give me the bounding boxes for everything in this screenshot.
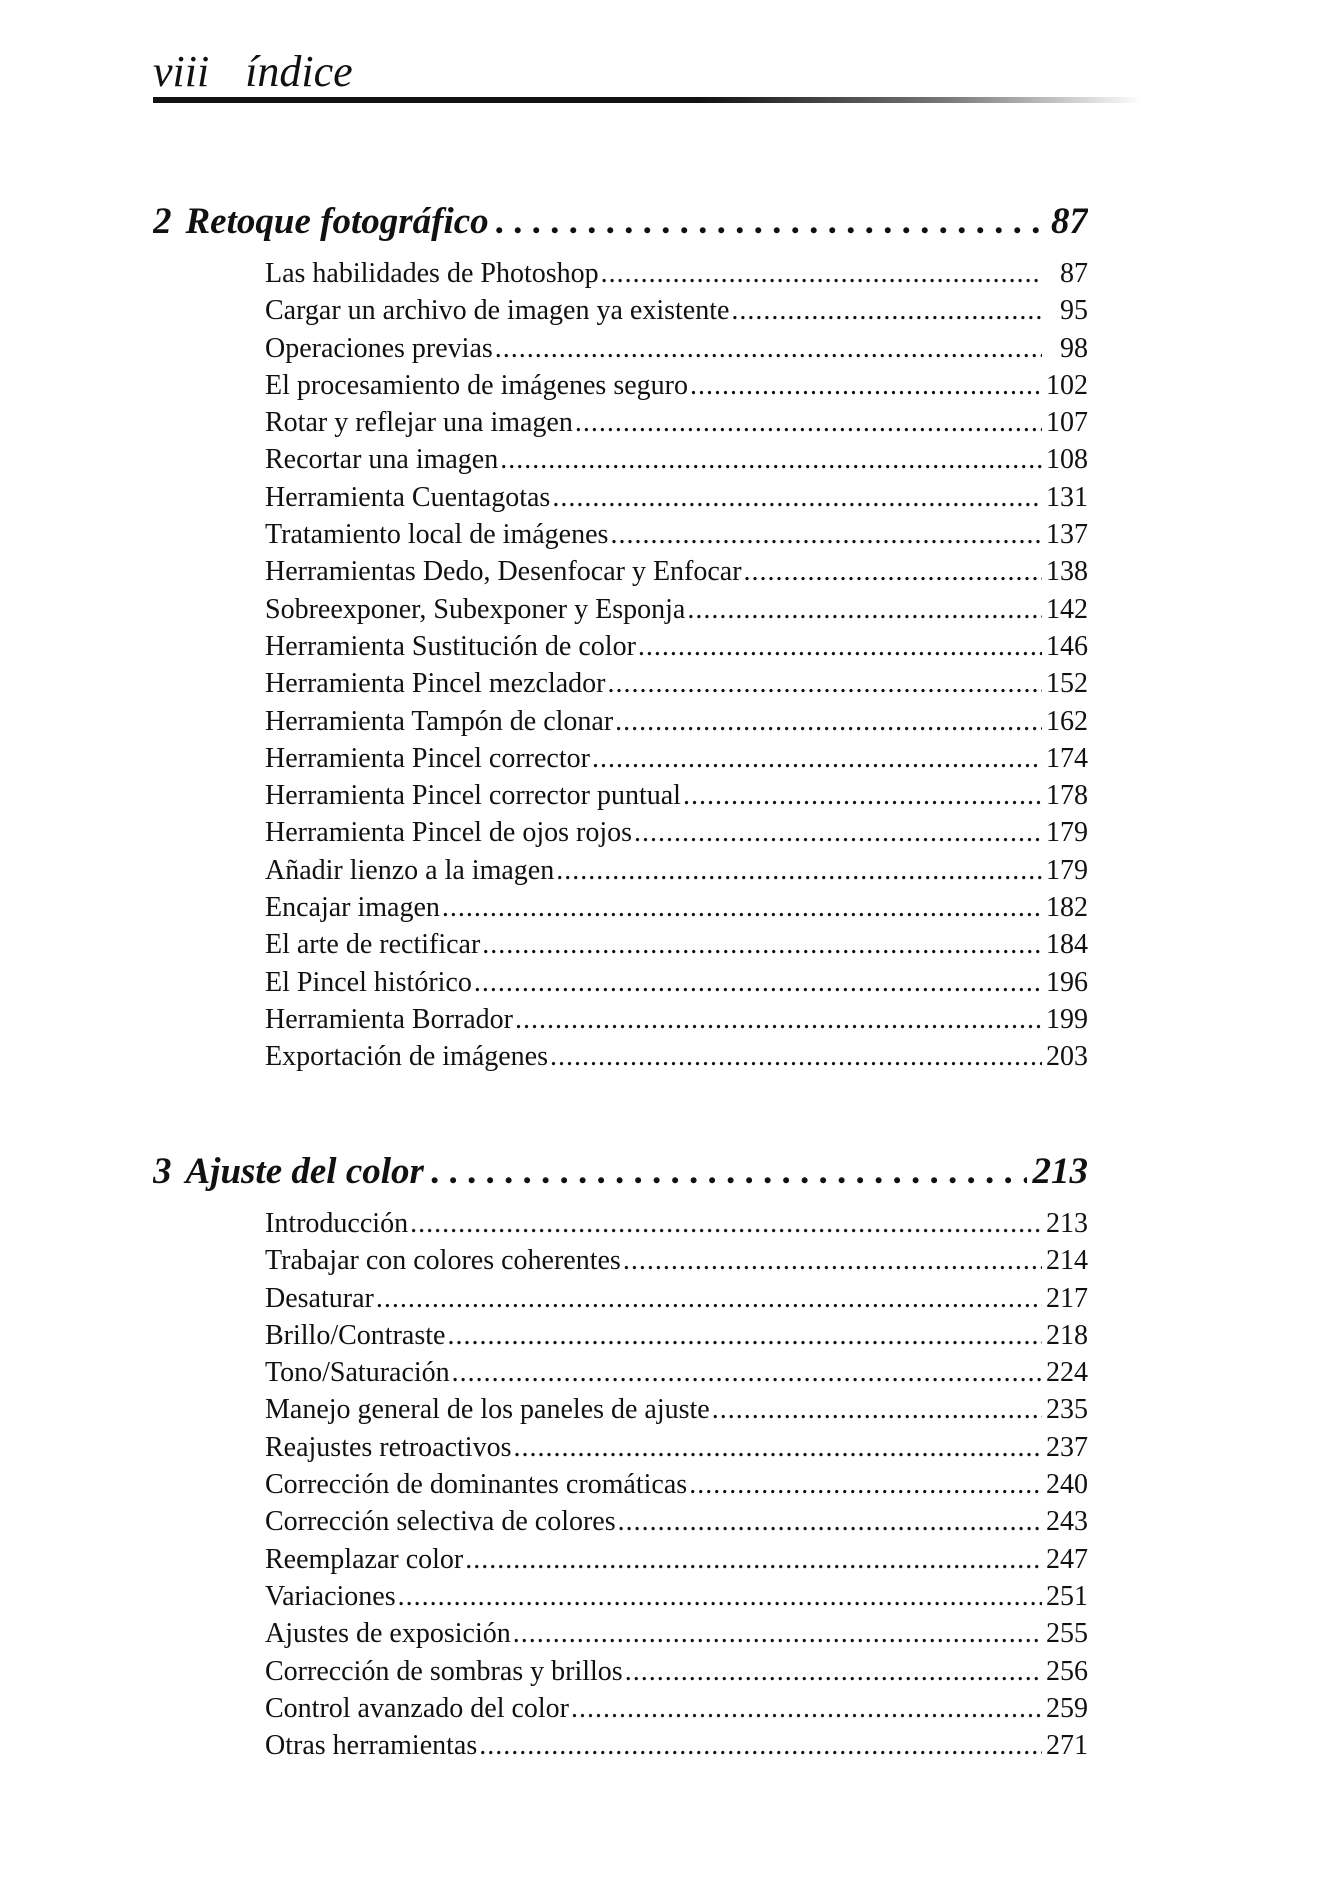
toc-entry-page: 224 [1046,1357,1088,1389]
toc-entry-page: 174 [1046,742,1088,774]
toc-entry-title: Herramienta Borrador [265,1003,513,1035]
toc-entry[interactable] [265,1653,1088,1690]
toc-entry[interactable] [265,1615,1088,1652]
dot-leader [447,1317,1042,1354]
toc-entry[interactable] [265,441,1088,478]
dot-leader [556,852,1042,889]
toc-entry-title: El procesamiento de imágenes seguro [265,369,688,401]
toc-entry-page: 108 [1046,444,1088,476]
toc-entry-title: Otras herramientas [265,1730,478,1762]
toc-entry-title: Corrección de dominantes cromáticas [265,1469,688,1501]
dot-leader [610,516,1042,553]
toc-entry-title: Añadir lienzo a la imagen [265,854,555,886]
toc-entry[interactable] [265,553,1088,590]
chapter-heading[interactable] [153,198,1088,246]
running-header [153,44,353,100]
toc-entry-title: Introducción [265,1208,409,1239]
toc-entry[interactable] [265,628,1088,665]
toc-entry[interactable] [265,777,1088,814]
toc-entry-title: Herramienta Pincel de ojos rojos [265,817,633,849]
toc-entry-title: Las habilidades de Photoshop [265,258,599,289]
toc-entry[interactable] [265,1317,1088,1354]
toc-entry-page: 237 [1046,1431,1088,1463]
toc-entry[interactable] [265,1354,1088,1391]
toc-entry[interactable] [265,367,1088,404]
toc-entry-page: 179 [1046,817,1088,849]
toc-entry-page: 138 [1046,556,1088,588]
toc-entry[interactable] [265,292,1088,329]
toc-entry[interactable] [265,1205,1088,1242]
chapter-heading[interactable] [153,1148,1088,1196]
dot-leader [376,1280,1042,1317]
toc-entry[interactable] [265,703,1088,740]
toc-entry-page: 137 [1046,519,1088,551]
dot-leader [398,1578,1042,1615]
dot-leader [430,1148,1027,1196]
toc-entry[interactable] [265,1727,1088,1764]
toc-entry[interactable] [265,516,1088,553]
toc-entry-title: Reajustes retroactivos [265,1431,512,1463]
dot-leader [712,1391,1042,1428]
chapter-page: 213 [1032,1151,1088,1192]
toc-entry-page: 184 [1046,929,1088,961]
toc-entry[interactable] [265,889,1088,926]
toc-entry-page: 214 [1046,1245,1088,1277]
toc-entry-title: Herramienta Cuentagotas [265,481,551,513]
toc-entry-page: 240 [1046,1469,1088,1501]
toc-entry-page: 196 [1046,966,1088,998]
dot-leader [689,1466,1042,1503]
toc-entry-title: Brillo/Contraste [265,1319,446,1351]
dot-leader [482,926,1042,963]
toc-entry-page: 217 [1046,1282,1088,1314]
dot-leader [744,553,1042,590]
toc-entry[interactable] [265,404,1088,441]
toc-entry-title: Tono/Saturación [265,1357,450,1389]
toc-entry[interactable] [265,1578,1088,1615]
toc-entry-page: 199 [1046,1003,1088,1035]
dot-leader [634,814,1042,851]
chapter-2-block [153,198,1088,1076]
dot-leader [608,665,1043,702]
header-rule [153,97,1143,103]
toc-entry[interactable] [265,1280,1088,1317]
dot-leader [515,1001,1042,1038]
toc-entry-title: Reemplazar color [265,1543,464,1575]
toc-entry-page: 95 [1060,295,1088,327]
toc-entry-page: 255 [1046,1618,1088,1650]
toc-entry-title: Desaturar [265,1282,374,1314]
toc-entry-page: 271 [1046,1730,1088,1762]
dot-leader [474,964,1042,1001]
toc-entry-list [153,255,1088,1076]
dot-leader [495,330,1042,367]
toc-entry[interactable] [265,1001,1088,1038]
toc-entry-title: Encajar imagen [265,892,440,924]
dot-leader [550,1038,1042,1075]
dot-leader [683,777,1042,814]
toc-entry[interactable] [265,255,1088,292]
toc-entry-title: Ajustes de exposición [265,1618,511,1650]
toc-entry[interactable] [265,1429,1088,1466]
toc-entry[interactable] [265,926,1088,963]
dot-leader [410,1205,1042,1242]
dot-leader [618,1503,1042,1540]
toc-entry-title: Rotar y reflejar una imagen [265,407,573,439]
toc-entry-page: 162 [1046,705,1088,737]
toc-entry-page: 182 [1046,892,1088,924]
toc-entry[interactable] [265,1690,1088,1727]
toc-entry-page: 179 [1046,854,1088,886]
toc-entry-title: Herramienta Pincel corrector [265,742,590,774]
dot-leader [575,404,1042,441]
toc-entry-page: 98 [1060,332,1088,364]
toc-entry-title: Recortar una imagen [265,444,499,476]
toc-entry-page: 259 [1046,1692,1088,1724]
toc-entry-page: 152 [1046,668,1088,700]
toc-entry[interactable] [265,1242,1088,1279]
toc-entry-title: Operaciones previas [265,332,493,364]
toc-entry-page: 256 [1046,1655,1088,1687]
toc-entry[interactable] [265,479,1088,516]
toc-entry-title: Corrección selectiva de colores [265,1506,616,1538]
toc-entry-page: 107 [1046,407,1088,439]
toc-entry-title: Herramienta Pincel mezclador [265,668,606,700]
toc-entry-title: Trabajar con colores coherentes [265,1245,621,1277]
toc-entry-title: Cargar un archivo de imagen ya existente [265,295,730,327]
toc-entry-title: Herramienta Pincel corrector puntual [265,780,681,812]
dot-leader [513,1429,1042,1466]
toc-entry-list [153,1205,1088,1764]
toc-entry[interactable] [265,852,1088,889]
page-folio: viii [153,47,210,96]
dot-leader [615,703,1042,740]
toc-entry[interactable] [265,740,1088,777]
toc-entry-title: Corrección de sombras y brillos [265,1655,623,1687]
dot-leader [731,292,1042,329]
chapter-title: Retoque fotográfico [185,201,489,242]
dot-leader [513,1615,1042,1652]
chapter-3-block [153,1148,1088,1764]
toc-entry-title: El arte de rectificar [265,929,481,961]
toc-entry[interactable] [265,665,1088,702]
toc-entry-page: 251 [1046,1580,1088,1612]
chapter-number: 2 [153,201,172,242]
dot-leader [465,1541,1042,1578]
toc-entry-page: 203 [1046,1041,1088,1073]
toc-entry-title: Tratamiento local de imágenes [265,519,609,551]
toc-entry-title: Variaciones [265,1580,396,1612]
dot-leader [479,1727,1042,1764]
toc-entry[interactable] [265,1038,1088,1075]
dot-leader [442,889,1042,926]
toc-entry[interactable] [265,1503,1088,1540]
toc-entry[interactable] [265,591,1088,628]
toc-entry-page: 87 [1060,258,1088,289]
dot-leader [552,479,1042,516]
toc-entry-title: Control avanzado del color [265,1692,570,1724]
chapter-title: Ajuste del color [185,1151,424,1192]
toc-entry-page: 243 [1046,1506,1088,1538]
dot-leader [690,367,1042,404]
toc-entry-title: El Pincel histórico [265,966,472,998]
toc-entry-page: 178 [1046,780,1088,812]
toc-entry[interactable] [265,1466,1088,1503]
toc-entry-page: 102 [1046,369,1088,401]
toc-entry[interactable] [265,330,1088,367]
dot-leader [495,198,1045,246]
chapter-page: 87 [1051,201,1088,242]
toc-entry-page: 142 [1046,593,1088,625]
toc-entry-title: Sobreexponer, Subexponer y Esponja [265,593,686,625]
toc-entry[interactable] [265,814,1088,851]
dot-leader [638,628,1042,665]
toc-entry-title: Herramientas Dedo, Desenfocar y Enfocar [265,556,742,588]
toc-entry-page: 247 [1046,1543,1088,1575]
toc-entry-page: 235 [1046,1394,1088,1426]
chapter-number: 3 [153,1151,172,1192]
toc-entry-page: 218 [1046,1319,1088,1351]
dot-leader [625,1653,1042,1690]
section-title: índice [245,47,353,96]
dot-leader [601,255,1042,292]
toc-entry-title: Exportación de imágenes [265,1041,549,1073]
toc-entry-page: 131 [1046,481,1088,513]
dot-leader [452,1354,1042,1391]
toc-entry[interactable] [265,1391,1088,1428]
toc-entry[interactable] [265,1541,1088,1578]
dot-leader [592,740,1042,777]
toc-entry[interactable] [265,964,1088,1001]
toc-entry-page: 146 [1046,630,1088,662]
dot-leader [500,441,1042,478]
dot-leader [623,1242,1042,1279]
toc-entry-title: Herramienta Tampón de clonar [265,705,614,737]
dot-leader [571,1690,1042,1727]
dot-leader [687,591,1042,628]
toc-entry-title: Manejo general de los paneles de ajuste [265,1394,710,1426]
toc-entry-page: 213 [1046,1208,1088,1239]
toc-entry-title: Herramienta Sustitución de color [265,630,636,662]
